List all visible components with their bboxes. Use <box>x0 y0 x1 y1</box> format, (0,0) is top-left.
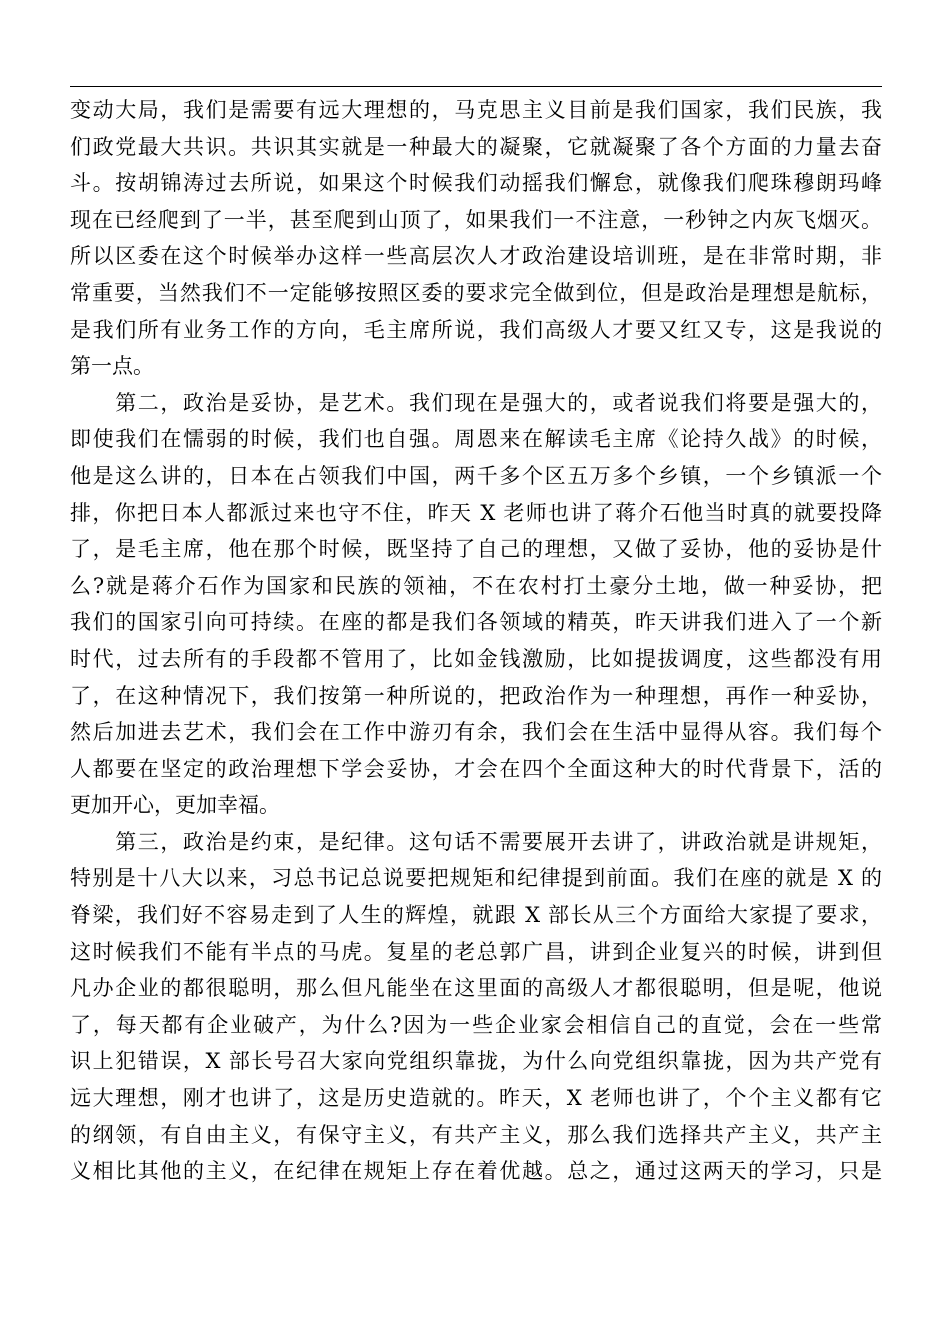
text-line: 第三，政治是约束，是纪律。这句话不需要展开去讲了，讲政治就是讲规矩， <box>70 829 882 854</box>
text-line: 特别是十八大以来，习总书记总说要把规矩和纪律提到前面。我们在座的就是 X 的 <box>70 866 882 891</box>
text-line: 更加开心，更加幸福。 <box>70 793 280 818</box>
text-line: 斗。按胡锦涛过去所说，如果这个时候我们动摇我们懈怠，就像我们爬珠穆朗玛峰 <box>70 171 882 196</box>
text-line: 这时候我们不能有半点的马虎。复星的老总郭广昌，讲到企业复兴的时候，讲到但 <box>70 939 882 964</box>
text-line: 现在已经爬到了一半，甚至爬到山顶了，如果我们一不注意，一秒钟之内灰飞烟灭。 <box>70 207 882 232</box>
text-line: 即使我们在懦弱的时候，我们也自强。周恩来在解读毛主席《论持久战》的时候， <box>70 427 882 452</box>
text-line: 时代，过去所有的手段都不管用了，比如金钱激励，比如提拔调度，这些都没有用 <box>70 646 882 671</box>
text-line: 我们的国家引向可持续。在座的都是我们各领域的精英，昨天讲我们进入了一个新 <box>70 610 882 635</box>
text-line: 变动大局，我们是需要有远大理想的，马克思主义目前是我们国家，我们民族，我 <box>70 98 882 122</box>
text-line: 们政党最大共识。共识其实就是一种最大的凝聚，它就凝聚了各个方面的力量去奋 <box>70 134 882 159</box>
text-line: 第一点。 <box>70 354 154 379</box>
text-line: 了，每天都有企业破产，为什么?因为一些企业家会相信自己的直觉，会在一些常 <box>70 1012 882 1037</box>
header-rule <box>70 86 882 87</box>
text-line: 识上犯错误，X 部长号召大家向党组织靠拢，为什么向党组织靠拢，因为共产党有 <box>70 1049 882 1074</box>
text-line: 常重要，当然我们不一定能够按照区委的要求完全做到位，但是政治是理想是航标， <box>70 280 882 305</box>
text-line: 排，你把日本人都派过来也守不住，昨天 X 老师也讲了蒋介石他当时真的就要投降 <box>70 500 882 525</box>
text-line: 是我们所有业务工作的方向，毛主席所说，我们高级人才要又红又专，这是我说的 <box>70 317 882 342</box>
text-line: 然后加进去艺术，我们会在工作中游刃有余，我们会在生活中显得从容。我们每个 <box>70 720 882 745</box>
text-line: 了，是毛主席，他在那个时候，既坚持了自己的理想，又做了妥协，他的妥协是什 <box>70 537 882 562</box>
text-line: 第二，政治是妥协，是艺术。我们现在是强大的，或者说我们将要是强大的， <box>70 390 882 415</box>
text-line: 远大理想，刚才也讲了，这是历史造就的。昨天，X 老师也讲了，个个主义都有它 <box>70 1086 882 1111</box>
text-line: 人都要在坚定的政治理想下学会妥协，才会在四个全面这种大的时代背景下，活的 <box>70 756 882 781</box>
text-line: 了，在这种情况下，我们按第一种所说的，把政治作为一种理想，再作一种妥协， <box>70 683 882 708</box>
text-line: 脊梁，我们好不容易走到了人生的辉煌，就跟 X 部长从三个方面给大家提了要求， <box>70 903 882 928</box>
text-line: 义相比其他的主义，在纪律在规矩上存在着优越。总之，通过这两天的学习，只是 <box>70 1159 882 1184</box>
document-body <box>70 92 882 1190</box>
text-line: 所以区委在这个时候举办这样一些高层次人才政治建设培训班，是在非常时期，非 <box>70 244 882 269</box>
text-line: 他是这么讲的，日本在占领我们中国，两千多个区五万多个乡镇，一个乡镇派一个 <box>70 463 882 488</box>
text-line: 么?就是蒋介石作为国家和民族的领袖，不在农村打土豪分土地，做一种妥协，把 <box>70 573 882 598</box>
text-line: 凡办企业的都很聪明，那么但凡能坐在这里面的高级人才都很聪明，但是呢，他说 <box>70 976 882 1001</box>
text-line: 的纲领，有自由主义，有保守主义，有共产主义，那么我们选择共产主义，共产主 <box>70 1122 882 1147</box>
